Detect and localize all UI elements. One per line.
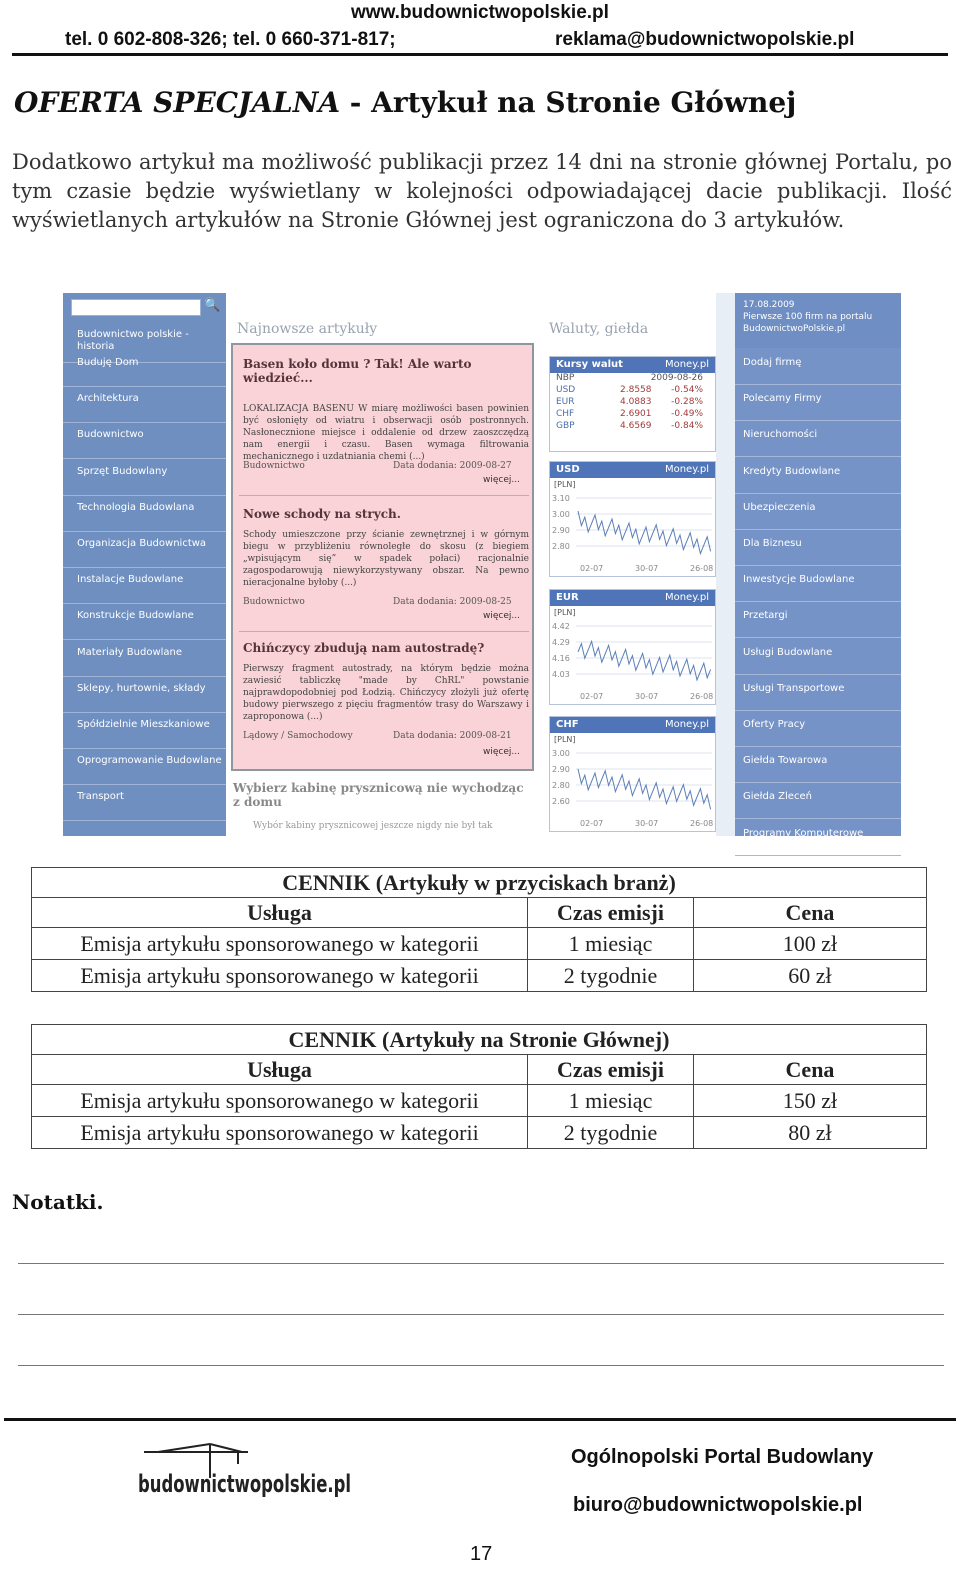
chart-unit: [PLN] bbox=[554, 735, 576, 744]
chart-unit: [PLN] bbox=[554, 480, 576, 489]
news-text: Pierwsze 100 firm na portalu BudownictwoPolskie.pl bbox=[743, 312, 873, 334]
table-row bbox=[32, 1085, 927, 1117]
article-category: Budownictwo bbox=[243, 461, 305, 471]
rates-label: Kursy walut bbox=[556, 359, 623, 370]
price-cell: 80 zł bbox=[694, 1117, 927, 1149]
right-nav-item: Programy Komputerowe bbox=[735, 820, 901, 856]
rate-change: -0.84% bbox=[671, 421, 703, 431]
next-article-text: Wybór kabiny prysznicowej jeszcze nigdy nie był tak bbox=[253, 821, 493, 831]
notes-line bbox=[18, 1365, 944, 1366]
rate-value: 4.6569 bbox=[620, 421, 652, 431]
page-title bbox=[14, 86, 796, 119]
tick-label: 2.80 bbox=[552, 781, 570, 790]
more-link: więcej... bbox=[483, 747, 520, 757]
articles-panel bbox=[231, 343, 534, 771]
right-nav-item: Inwestycje Budowlane bbox=[735, 566, 901, 602]
left-nav-item: Technologia Budowlana bbox=[63, 496, 226, 532]
rates-bar bbox=[550, 357, 715, 373]
article-category: Lądowy / Samochodowy bbox=[243, 731, 353, 741]
left-nav-item: Instalacje Budowlane bbox=[63, 568, 226, 604]
currency-code: EUR bbox=[556, 397, 575, 407]
left-nav-item: Spółdzielnie Mieszkaniowe bbox=[63, 713, 226, 749]
col-header: Czas emisji bbox=[528, 1055, 694, 1085]
right-nav-item: Kredyty Budowlane bbox=[735, 458, 901, 494]
right-nav-item: Dla Biznesu bbox=[735, 530, 901, 566]
right-nav-item: Giełda Towarowa bbox=[735, 747, 901, 783]
search-input bbox=[71, 299, 201, 316]
price-cell: 100 zł bbox=[694, 928, 927, 960]
rate-value: 2.6901 bbox=[620, 409, 652, 419]
search-icon: 🔍 bbox=[204, 298, 221, 313]
duration-cell: 1 miesiąc bbox=[528, 1085, 694, 1117]
date-label: 30-07 bbox=[635, 692, 659, 701]
duration-cell: 2 tygodnie bbox=[528, 960, 694, 992]
rates-source: NBP bbox=[556, 373, 575, 383]
chart-brand: Money.pl bbox=[664, 719, 709, 730]
article-text: LOKALIZACJA BASENU W miarę możliwości basen powinien być osłonięty od wiatru i obserwacji osób postronnych. Nasłonecznione miejsce i oddalenie od drzew zaoszczędzą nam energii i czasu. Basen wymaga filtrowania mechanicznego i uzdatniania chemi (...) bbox=[243, 404, 529, 462]
article-text: Schody umieszczone przy ścianie zewnętrznej i w górnym biegu w przybliżeniu równoległe do skosu (z biegiem „wpisującym się” w spadek połaci) racjonalnie zagospodarowują niewykorzystywany obszar. Na pewno nieracjonalne byłoby (...) bbox=[243, 530, 529, 588]
article-text: Pierwszy fragment autostrady, na którym będzie można zawiesić tabliczkę "made by ChRL" powstanie najprawdopodobniej pod Łodzią. Chińczycy złożyli już ofertę budowy pierwszego z pięciu fragmentów trasy do Warszawy i zaproponowa (...) bbox=[243, 664, 529, 722]
left-nav-item: Transport bbox=[63, 785, 226, 821]
chart-unit: [PLN] bbox=[554, 608, 576, 617]
right-nav-item: Giełda Zleceń bbox=[735, 783, 901, 819]
chart-label: EUR bbox=[556, 592, 579, 603]
notes-line bbox=[18, 1314, 944, 1315]
header-email: reklama@budownictwopolskie.pl bbox=[555, 29, 855, 50]
more-link: więcej... bbox=[483, 611, 520, 621]
portal-screenshot bbox=[63, 293, 901, 839]
pricing-table-categories bbox=[31, 867, 927, 992]
left-nav-item: Konstrukcje Budowlane bbox=[63, 604, 226, 640]
right-nav-item: Usługi Transportowe bbox=[735, 675, 901, 711]
intro-paragraph bbox=[12, 148, 952, 235]
rate-chart bbox=[550, 491, 715, 577]
article-date: Data dodania: 2009-08-27 bbox=[393, 461, 512, 471]
footer-rule bbox=[4, 1418, 956, 1421]
article-category: Budownictwo bbox=[243, 597, 305, 607]
portal-logo bbox=[138, 1438, 353, 1508]
right-nav-item: Nieruchomości bbox=[735, 421, 901, 457]
right-nav-item: Dodaj firmę bbox=[735, 349, 901, 385]
service-cell: Emisja artykułu sponsorowanego w kategorii bbox=[32, 1085, 528, 1117]
date-label: 02-07 bbox=[580, 692, 604, 701]
rate-chart-box bbox=[549, 461, 716, 577]
article-date: Data dodania: 2009-08-21 bbox=[393, 731, 512, 741]
article-title: Chińczycy zbudują nam autostradę? bbox=[243, 641, 485, 655]
title-rest: - Artykuł na Stronie Głównej bbox=[340, 86, 797, 119]
rate-change: -0.49% bbox=[671, 409, 703, 419]
tick-label: 2.90 bbox=[552, 765, 570, 774]
left-nav-item: Budownictwo bbox=[63, 423, 226, 459]
currency-code: GBP bbox=[556, 421, 575, 431]
date-label: 02-07 bbox=[580, 819, 604, 828]
left-nav-item: Sprzęt Budowlany bbox=[63, 460, 226, 496]
date-label: 26-08 bbox=[690, 564, 714, 573]
rate-chart bbox=[550, 746, 715, 832]
tick-label: 2.80 bbox=[552, 542, 570, 551]
rate-row bbox=[550, 397, 715, 409]
chart-bar bbox=[550, 590, 715, 606]
svg-text:budownictwopolskie.pl: budownictwopolskie.pl bbox=[138, 1470, 351, 1498]
col-header: Czas emisji bbox=[528, 898, 694, 928]
left-nav-item: Materiały Budowlane bbox=[63, 641, 226, 677]
rate-value: 4.0883 bbox=[620, 397, 652, 407]
rates-date: 2009-08-26 bbox=[650, 373, 703, 383]
notes-label: Notatki. bbox=[12, 1190, 104, 1214]
newest-heading: Najnowsze artykuły bbox=[237, 321, 378, 337]
pricing-table-homepage bbox=[31, 1024, 927, 1149]
service-cell: Emisja artykułu sponsorowanego w kategorii bbox=[32, 960, 528, 992]
tick-label: 4.29 bbox=[552, 638, 570, 647]
right-news bbox=[735, 293, 901, 348]
table-row bbox=[32, 1117, 927, 1149]
tick-label: 3.10 bbox=[552, 494, 570, 503]
date-label: 26-08 bbox=[690, 692, 714, 701]
header-phones: tel. 0 602-808-326; tel. 0 660-371-817; bbox=[65, 29, 396, 50]
article-date: Data dodania: 2009-08-25 bbox=[393, 597, 512, 607]
article-title: Basen koło domu ? Tak! Ale warto wiedzieć... bbox=[243, 357, 472, 385]
header-url: www.budownictwopolskie.pl bbox=[351, 2, 609, 23]
chart-label: CHF bbox=[556, 719, 579, 730]
more-link: więcej... bbox=[483, 475, 520, 485]
chart-bar bbox=[550, 717, 715, 733]
col-header: Usługa bbox=[32, 1055, 528, 1085]
right-nav-item: Oferty Pracy bbox=[735, 711, 901, 747]
date-label: 02-07 bbox=[580, 564, 604, 573]
price-cell: 150 zł bbox=[694, 1085, 927, 1117]
right-nav-item: Przetargi bbox=[735, 602, 901, 638]
tick-label: 2.60 bbox=[552, 797, 570, 806]
tick-label: 4.42 bbox=[552, 622, 570, 631]
notes-line bbox=[18, 1263, 944, 1264]
rate-change: -0.28% bbox=[671, 397, 703, 407]
tick-label: 2.90 bbox=[552, 526, 570, 535]
title-offer: OFERTA SPECJALNA bbox=[14, 86, 341, 119]
table-caption: CENNIK (Artykuły w przyciskach branż) bbox=[32, 868, 927, 898]
right-nav-item: Ubezpieczenia bbox=[735, 494, 901, 530]
rate-row bbox=[550, 409, 715, 421]
article-divider bbox=[239, 495, 529, 496]
rate-row bbox=[550, 385, 715, 397]
duration-cell: 1 miesiąc bbox=[528, 928, 694, 960]
tick-label: 4.03 bbox=[552, 670, 570, 679]
left-nav-item: Organizacja Budownictwa bbox=[63, 532, 226, 568]
left-nav-item: Budownictwo polskie - historia bbox=[63, 323, 226, 363]
right-nav-item: Polecamy Firmy bbox=[735, 385, 901, 421]
footer-email: biuro@budownictwopolskie.pl bbox=[573, 1494, 863, 1516]
chart-bar bbox=[550, 462, 715, 478]
rate-chart bbox=[550, 619, 715, 705]
tick-label: 4.16 bbox=[552, 654, 570, 663]
service-cell: Emisja artykułu sponsorowanego w kategorii bbox=[32, 1117, 528, 1149]
left-nav-item: Architektura bbox=[63, 387, 226, 423]
article-title: Nowe schody na strych. bbox=[243, 507, 401, 521]
footer-portal-name: Ogólnopolski Portal Budowlany bbox=[571, 1446, 874, 1468]
table-caption: CENNIK (Artykuły na Stronie Głównej) bbox=[32, 1025, 927, 1055]
chart-label: USD bbox=[556, 464, 580, 475]
table-row bbox=[32, 960, 927, 992]
currency-code: CHF bbox=[556, 409, 575, 419]
price-cell: 60 zł bbox=[694, 960, 927, 992]
date-label: 26-08 bbox=[690, 819, 714, 828]
chart-brand: Money.pl bbox=[664, 592, 709, 603]
page-number: 17 bbox=[470, 1543, 493, 1565]
rate-chart-box bbox=[549, 716, 716, 832]
header-rule bbox=[12, 53, 948, 56]
left-nav-item: Sklepy, hurtownie, składy bbox=[63, 677, 226, 713]
rates-box bbox=[549, 356, 716, 452]
rate-change: -0.54% bbox=[671, 385, 703, 395]
col-header: Cena bbox=[694, 1055, 927, 1085]
table-row bbox=[32, 928, 927, 960]
service-cell: Emisja artykułu sponsorowanego w kategorii bbox=[32, 928, 528, 960]
duration-cell: 2 tygodnie bbox=[528, 1117, 694, 1149]
rates-brand: Money.pl bbox=[664, 359, 709, 370]
article-divider bbox=[239, 631, 529, 632]
rate-value: 2.8558 bbox=[620, 385, 652, 395]
date-label: 30-07 bbox=[635, 564, 659, 573]
next-article-title: Wybierz kabinę prysznicową nie wychodząc z domu bbox=[233, 781, 524, 809]
left-nav-item: Oprogramowanie Budowlane bbox=[63, 749, 226, 785]
col-header: Usługa bbox=[32, 898, 528, 928]
date-label: 30-07 bbox=[635, 819, 659, 828]
tick-label: 3.00 bbox=[552, 510, 570, 519]
rate-row bbox=[550, 421, 715, 433]
news-date: 17.08.2009 bbox=[743, 300, 795, 310]
left-nav-item: Buduję Dom bbox=[63, 351, 226, 387]
tick-label: 3.00 bbox=[552, 749, 570, 758]
rates-heading: Waluty, giełda bbox=[549, 321, 649, 337]
intro-text: Dodatkowo artykuł ma możliwość publikacji przez 14 dni na stronie głównej Portalu, po tym czasie będzie wyświetlany w kolejności odpowiadającej dacie publikacji. Ilość wyświetlanych artykułów na Stronie Głównej jest ograniczona do 3 artykułów. bbox=[12, 150, 952, 232]
currency-code: USD bbox=[556, 385, 576, 395]
rates-source-row bbox=[550, 373, 715, 385]
chart-brand: Money.pl bbox=[664, 464, 709, 475]
col-header: Cena bbox=[694, 898, 927, 928]
rate-chart-box bbox=[549, 589, 716, 705]
right-nav-item: Usługi Budowlane bbox=[735, 639, 901, 675]
